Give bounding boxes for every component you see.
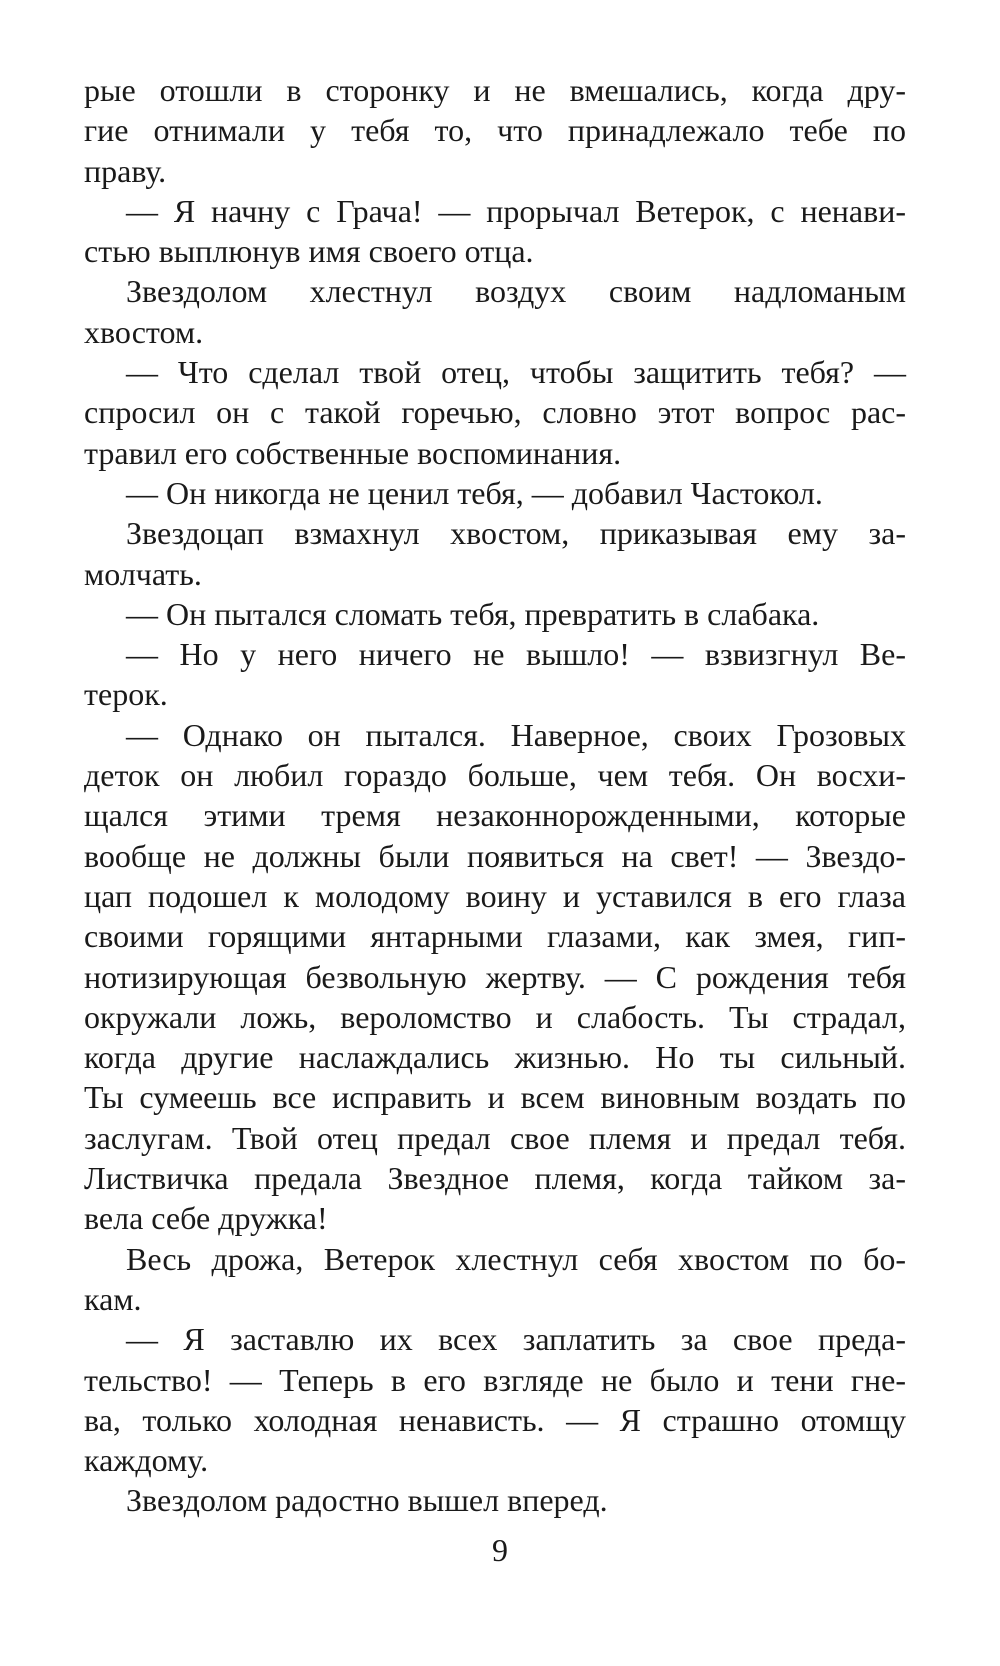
text-line: щался этими тремя незаконнорожденными, которые [84, 797, 906, 834]
text-line: Листвичка предала Звездное племя, когда тайком за- [84, 1160, 906, 1197]
text-line: — Он пытался сломать тебя, превратить в слабака. [126, 595, 820, 632]
text-line: хвостом. [84, 313, 204, 350]
text-line: вела себе дружка! [84, 1200, 328, 1237]
text-line: — Он никогда не ценил тебя, — добавил Частокол. [126, 474, 823, 511]
text-line: молчать. [84, 555, 202, 592]
body-text [84, 70, 906, 1521]
text-line: нотизирующая безвольную жертву. — С рождения тебя [84, 958, 906, 995]
text-line: Звездолом радостно вышел вперед. [126, 1482, 608, 1519]
text-line: стью выплюнув имя своего отца. [84, 233, 534, 270]
text-line: когда другие наслаждались жизнью. Но ты сильный. [84, 1039, 906, 1076]
text-line: деток он любил гораздо больше, чем тебя. Он восхи- [84, 757, 906, 794]
text-line: окружали ложь, вероломство и слабость. Ты страдал, [84, 998, 906, 1035]
text-line: гие отнимали у тебя то, что принадлежало тебе по [84, 112, 906, 149]
text-line: — Но у него ничего не вышло! — взвизгнул Ве- [126, 636, 906, 673]
text-line: травил его собственные воспоминания. [84, 434, 622, 471]
text-line: — Я заставлю их всех заплатить за свое преда- [126, 1321, 906, 1358]
page-number: 9 [492, 1532, 508, 1568]
text-line: каждому. [84, 1442, 209, 1479]
text-line: вообще не должны были появиться на свет! — Звездо- [84, 837, 906, 874]
text-line: Ты сумеешь все исправить и всем виновным воздать по [84, 1079, 906, 1116]
text-line: спросил он с такой горечью, словно этот вопрос рас- [84, 394, 906, 431]
text-line: праву. [84, 152, 167, 189]
text-line: Весь дрожа, Ветерок хлестнул себя хвостом по бо- [126, 1240, 906, 1277]
text-line: кам. [84, 1280, 142, 1317]
text-line: — Однако он пытался. Наверное, своих Грозовых [126, 716, 906, 753]
text-line: рые отошли в сторонку и не вмешались, когда дру- [84, 72, 906, 108]
text-line: своими горящими янтарными глазами, как змея, гип- [84, 918, 906, 955]
text-line: — Что сделал твой отец, чтобы защитить тебя? — [126, 354, 906, 391]
text-line: Звездоцап взмахнул хвостом, приказывая ему за- [126, 515, 906, 552]
text-line: цап подошел к молодому воину и уставился в его глаза [84, 877, 906, 914]
text-line: заслугам. Твой отец предал свое племя и предал тебя. [84, 1119, 906, 1156]
text-line: — Я начну с Грача! — прорычал Ветерок, с ненави- [126, 192, 906, 229]
text-line: тельство! — Теперь в его взгляде не было и тени гне- [84, 1361, 906, 1398]
text-line: ва, только холодная ненависть. — Я страшно отомщу [84, 1401, 906, 1438]
text-line: терок. [84, 676, 168, 713]
text-line: Звездолом хлестнул воздух своим надломаным [126, 273, 906, 310]
